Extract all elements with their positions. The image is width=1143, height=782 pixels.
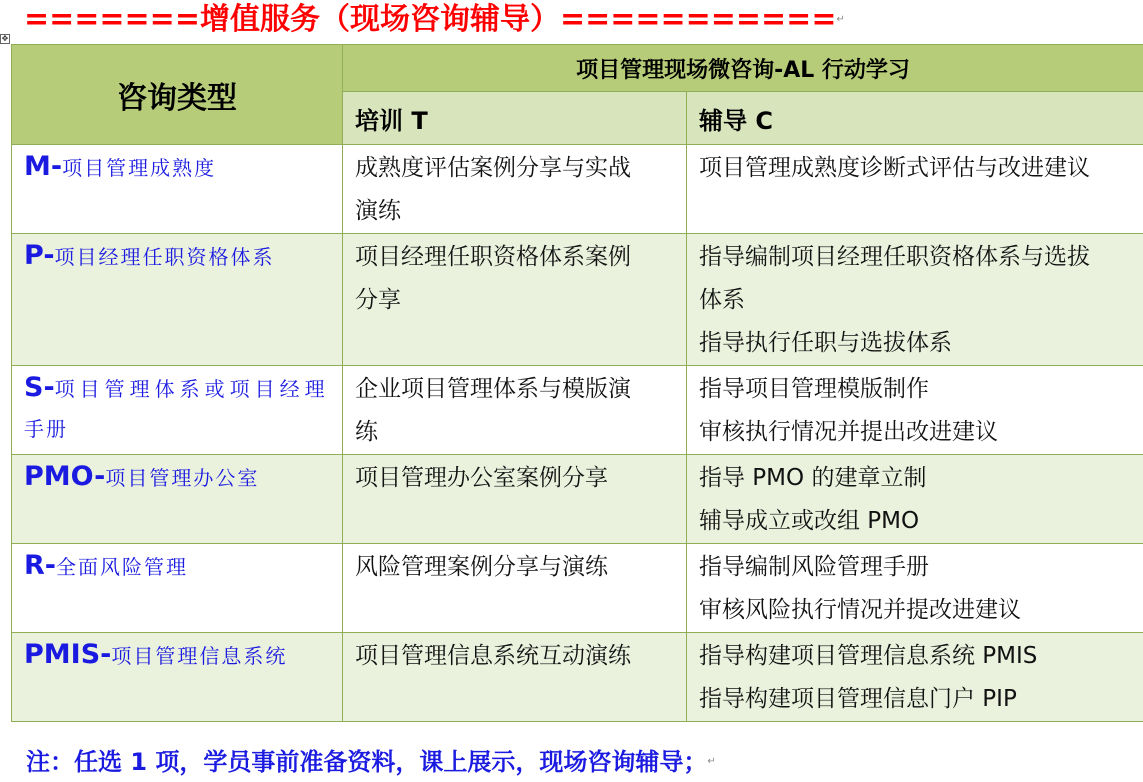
training-column-header: 培训 T xyxy=(343,92,687,145)
table-row xyxy=(12,234,1143,366)
training-cell: 风险管理案例分享与演练 xyxy=(343,544,687,633)
training-cell: 项目管理信息系统互动演练 xyxy=(343,633,687,722)
consulting-type-cell: M-项目管理成熟度 xyxy=(12,145,343,234)
table-row xyxy=(12,633,1143,722)
training-cell: 项目经理任职资格体系案例 分享 xyxy=(343,234,687,366)
training-cell: 企业项目管理体系与模版演 练 xyxy=(343,366,687,455)
move-anchor-icon[interactable]: ✥ xyxy=(1,34,9,43)
footnote: 注：任选 1 项，学员事前准备资料，课上展示，现场咨询辅导；↵ xyxy=(26,748,716,776)
coaching-cell: 指导 PMO 的建章立制 辅导成立或改组 PMO xyxy=(687,455,1143,544)
table-row xyxy=(12,544,1143,633)
consulting-type-cell: PMO-项目管理办公室 xyxy=(12,455,343,544)
coaching-cell: 指导构建项目管理信息系统 PMIS 指导构建项目管理信息门户 PIP xyxy=(687,633,1143,722)
page-heading: =======增值服务（现场咨询辅导）===========↵ xyxy=(24,2,845,37)
consulting-type-cell: S-项目管理体系或项目经理 手册 xyxy=(12,366,343,455)
consulting-type-cell: R-全面风险管理 xyxy=(12,544,343,633)
table-row xyxy=(12,366,1143,455)
coaching-cell: 指导编制风险管理手册 审核风险执行情况并提改进建议 xyxy=(687,544,1143,633)
coaching-cell: 指导项目管理模版制作 审核执行情况并提出改进建议 xyxy=(687,366,1143,455)
group-header: 项目管理现场微咨询-AL 行动学习 xyxy=(343,45,1143,92)
table-row xyxy=(12,145,1143,234)
table-row xyxy=(12,455,1143,544)
consulting-table xyxy=(11,44,1143,722)
consulting-type-cell: P-项目经理任职资格体系 xyxy=(12,234,343,366)
coaching-cell: 指导编制项目经理任职资格体系与选拔 体系 指导执行任职与选拔体系 xyxy=(687,234,1143,366)
coaching-cell: 项目管理成熟度诊断式评估与改进建议 xyxy=(687,145,1143,234)
consulting-type-cell: PMIS-项目管理信息系统 xyxy=(12,633,343,722)
training-cell: 成熟度评估案例分享与实战 演练 xyxy=(343,145,687,234)
training-cell: 项目管理办公室案例分享 xyxy=(343,455,687,544)
coaching-column-header: 辅导 C xyxy=(687,92,1143,145)
type-column-header: 咨询类型 xyxy=(12,45,343,145)
